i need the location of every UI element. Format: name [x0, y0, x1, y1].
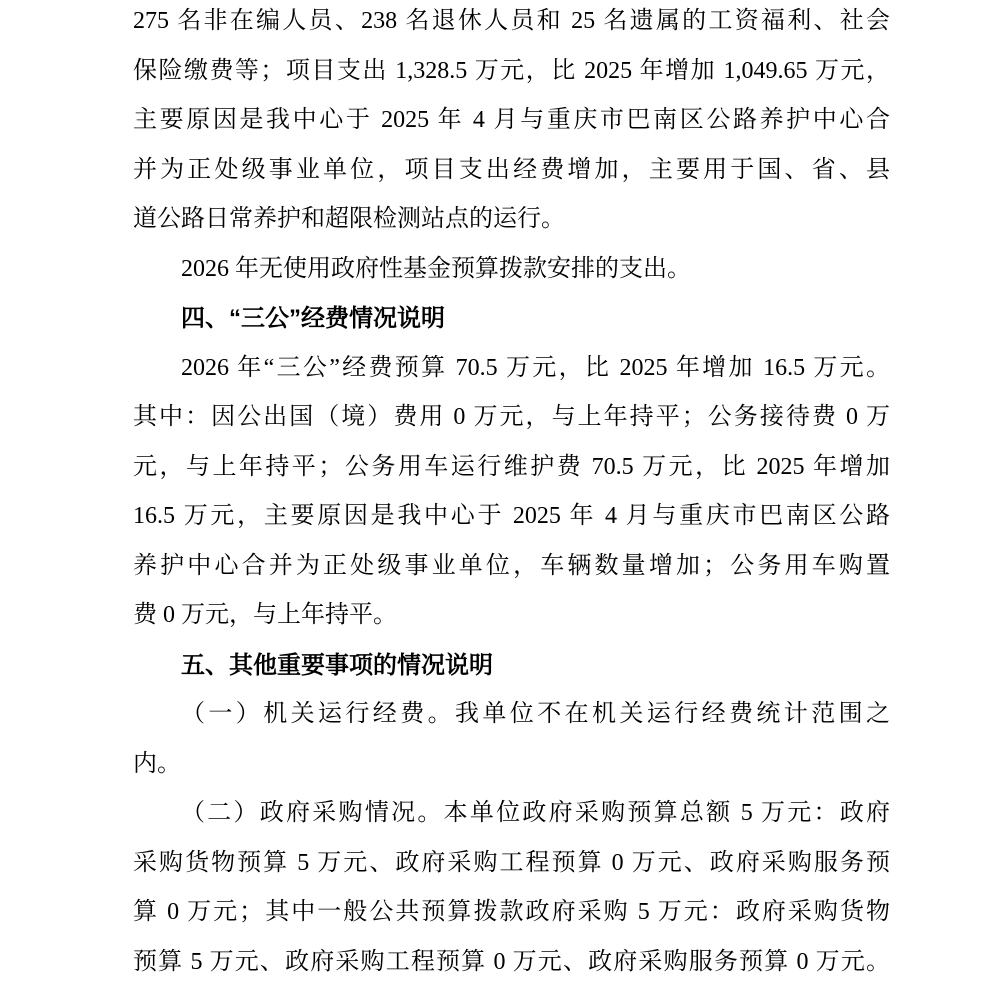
text-line: 2026 年无使用政府性基金预算拨款安排的支出。 — [181, 255, 691, 282]
text-line: 费 0 万元，与上年持平。 — [133, 602, 397, 628]
text-line: 道公路日常养护和超限检测站点的运行。 — [133, 206, 565, 232]
text-line: 元，与上年持平；公务用车运行维护费 70.5 万元，比 2025 年增加 — [133, 453, 890, 480]
section-heading-five: 五、其他重要事项的情况说明 — [181, 651, 493, 679]
section-heading-four: 四、“三公”经费情况说明 — [181, 305, 445, 332]
text-line: 采购货物预算 5 万元、政府采购工程预算 0 万元、政府采购服务预 — [133, 849, 890, 876]
text-line: 并为正处级事业单位，项目支出经费增加，主要用于国、省、县 — [133, 156, 890, 183]
text-line: 2026 年“三公”经费预算 70.5 万元，比 2025 年增加 16.5 万元。 — [181, 354, 890, 381]
text-line: 16.5 万元，主要原因是我中心于 2025 年 4 月与重庆市巴南区公路 — [133, 503, 890, 529]
text-line: （一）机关运行经费。我单位不在机关运行经费统计范围之 — [181, 701, 890, 727]
text-line: 养护中心合并为正处级事业单位，车辆数量增加；公务用车购置 — [133, 552, 890, 579]
document-page — [133, 0, 890, 987]
text-line: 算 0 万元；其中一般公共预算拨款政府采购 5 万元：政府采购货物 — [133, 899, 890, 925]
text-line: 其中：因公出国（境）费用 0 万元，与上年持平；公务接待费 0 万 — [133, 404, 890, 430]
text-line: 预算 5 万元、政府采购工程预算 0 万元、政府采购服务预算 0 万元。 — [133, 948, 890, 975]
text-line: （二）政府采购情况。本单位政府采购预算总额 5 万元：政府 — [181, 800, 890, 826]
text-line: 275 名非在编人员、238 名退休人员和 25 名遗属的工资福利、社会 — [133, 8, 890, 34]
text-line: 主要原因是我中心于 2025 年 4 月与重庆市巴南区公路养护中心合 — [133, 107, 890, 133]
text-line: 内。 — [133, 750, 181, 777]
text-line: 保险缴费等；项目支出 1,328.5 万元，比 2025 年增加 1,049.65 万元， — [133, 57, 890, 84]
